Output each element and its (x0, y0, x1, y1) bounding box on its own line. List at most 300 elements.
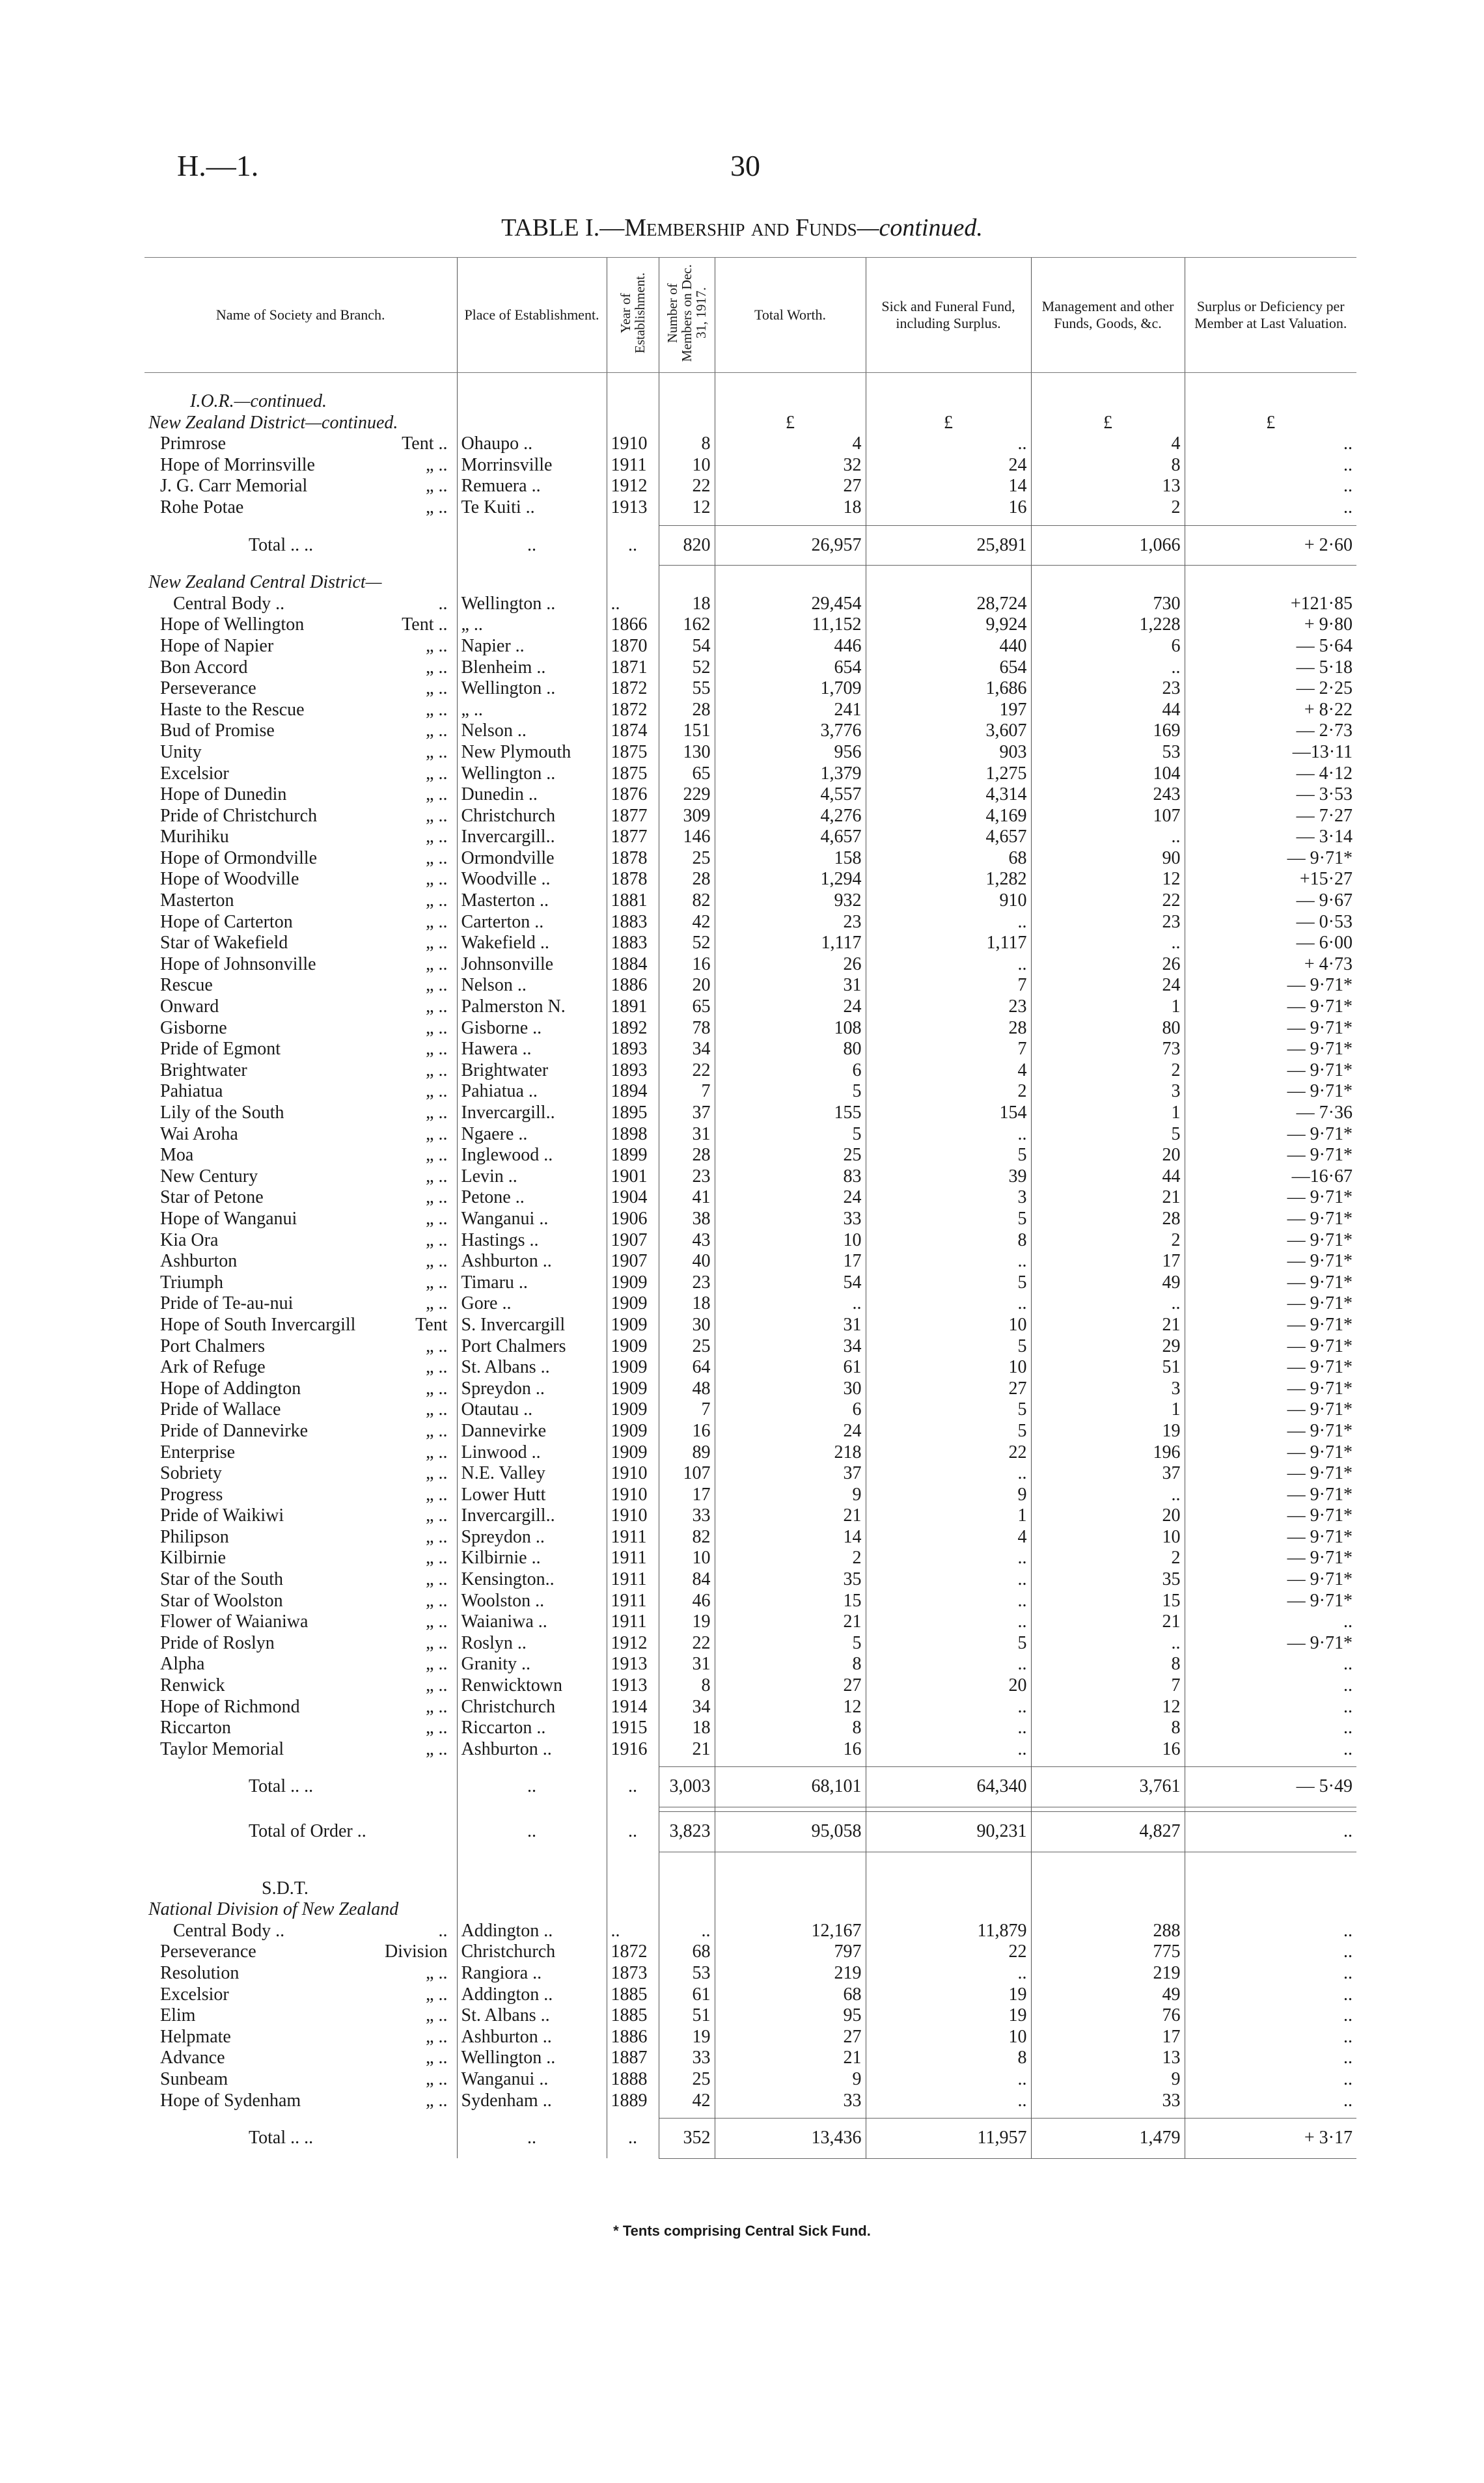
sick-fund-cell: 28,724 (866, 594, 1031, 615)
sick-fund-cell: 23 (866, 996, 1031, 1018)
total-year: .. (607, 1812, 659, 1852)
place-cell: Gore .. (457, 1293, 607, 1315)
surplus-cell: — 9·71* (1185, 996, 1356, 1018)
branch-name-cell (144, 1039, 457, 1060)
surplus-cell: — 2·25 (1185, 678, 1356, 700)
table-row (144, 1124, 1356, 1145)
surplus-cell: — 9·67 (1185, 890, 1356, 912)
worth-cell: 11,152 (715, 614, 866, 636)
members-cell: 18 (659, 1293, 715, 1315)
members-cell: 68 (659, 1941, 715, 1963)
place-cell: Kensington.. (457, 1569, 607, 1591)
worth-cell: 30 (715, 1379, 866, 1400)
branch-name: Perseverance (160, 1941, 256, 1962)
year-cell: 1911 (607, 455, 659, 476)
currency-worth: £ (715, 413, 866, 434)
worth-cell: 10 (715, 1230, 866, 1252)
branch-name: Central Body .. (173, 1920, 285, 1941)
year-cell: 1911 (607, 1569, 659, 1591)
branch-name-cell (144, 1315, 457, 1336)
sick-fund-cell: 7 (866, 1039, 1031, 1060)
branch-name-cell (144, 1081, 457, 1103)
worth-cell: 3,776 (715, 720, 866, 742)
total-mgmt: 1,479 (1031, 2119, 1185, 2159)
sick-fund-cell: 5 (866, 1272, 1031, 1294)
footnote: * Tents comprising Central Sick Fund. (613, 2223, 871, 2239)
branch-name: J. G. Carr Memorial (160, 476, 308, 497)
branch-name-cell (144, 1941, 457, 1963)
branch-name-cell (144, 1124, 457, 1145)
total-place: .. (457, 2119, 607, 2159)
mgmt-fund-cell: 8 (1031, 1718, 1185, 1739)
branch-name-cell (144, 1293, 457, 1315)
members-cell: 25 (659, 848, 715, 870)
place-cell: Napier .. (457, 636, 607, 657)
sick-fund-cell: 4,314 (866, 784, 1031, 806)
members-cell: 309 (659, 806, 715, 827)
mgmt-fund-cell: .. (1031, 1633, 1185, 1654)
mgmt-fund-cell: 37 (1031, 1463, 1185, 1485)
branch-name-cell (144, 1963, 457, 1984)
branch-name-cell (144, 1463, 457, 1485)
branch-name-cell (144, 1399, 457, 1421)
worth-cell: 797 (715, 1941, 866, 1963)
branch-type: „ .. (426, 2026, 448, 2047)
surplus-cell: +121·85 (1185, 594, 1356, 615)
members-cell: 42 (659, 2091, 715, 2112)
mgmt-fund-cell: 28 (1031, 1209, 1185, 1230)
mgmt-fund-cell: 21 (1031, 1612, 1185, 1633)
mgmt-fund-cell: 29 (1031, 1336, 1185, 1358)
branch-name: Triumph (160, 1272, 224, 1293)
branch-type: „ .. (426, 1484, 448, 1505)
branch-type: „ .. (426, 699, 448, 720)
branch-name: Hope of Wanganui (160, 1208, 297, 1229)
surplus-cell: —13·11 (1185, 742, 1356, 763)
members-cell: 130 (659, 742, 715, 763)
surplus-cell: — 9·71* (1185, 1230, 1356, 1252)
surplus-cell: — 9·71* (1185, 1187, 1356, 1209)
year-cell: 1909 (607, 1421, 659, 1442)
branch-name: Excelsior (160, 763, 229, 784)
place-cell: Timaru .. (457, 1272, 607, 1294)
sick-fund-cell: 4,657 (866, 827, 1031, 848)
surplus-cell: — 9·71* (1185, 1251, 1356, 1272)
branch-name: Pride of Dannevirke (160, 1420, 309, 1441)
branch-name-cell (144, 1485, 457, 1506)
place-cell: Waianiwa .. (457, 1612, 607, 1633)
year-cell: 1899 (607, 1145, 659, 1166)
place-cell: Remuera .. (457, 476, 607, 497)
surplus-cell: — 9·71* (1185, 1039, 1356, 1060)
mgmt-fund-cell: 22 (1031, 890, 1185, 912)
mgmt-fund-cell: 20 (1031, 1505, 1185, 1527)
sick-fund-cell: 8 (866, 2048, 1031, 2069)
branch-name: Ark of Refuge (160, 1357, 266, 1378)
branch-name: Alpha (160, 1654, 205, 1675)
worth-cell: 5 (715, 1124, 866, 1145)
sick-fund-cell: 1,117 (866, 933, 1031, 954)
members-cell: 22 (659, 1060, 715, 1082)
table-row (144, 1612, 1356, 1633)
worth-cell: 18 (715, 497, 866, 519)
sick-fund-cell: .. (866, 433, 1031, 455)
table-row (144, 890, 1356, 912)
worth-cell: 26 (715, 954, 866, 976)
table-row (144, 933, 1356, 954)
members-cell: 22 (659, 1633, 715, 1654)
branch-type: „ .. (426, 1526, 448, 1547)
total-mgmt: 4,827 (1031, 1812, 1185, 1852)
table-row (144, 1293, 1356, 1315)
worth-cell: 21 (715, 1612, 866, 1633)
year-cell: 1913 (607, 1654, 659, 1675)
table-row (144, 1633, 1356, 1654)
branch-type: „ .. (426, 1251, 448, 1272)
worth-cell: 61 (715, 1357, 866, 1379)
branch-type: „ .. (426, 1696, 448, 1717)
place-cell: Levin .. (457, 1166, 607, 1188)
table-row (144, 1718, 1356, 1739)
branch-type: Tent .. (402, 433, 448, 454)
surplus-cell: — 9·71* (1185, 1209, 1356, 1230)
place-cell: Palmerston N. (457, 996, 607, 1018)
place-cell: Nelson .. (457, 720, 607, 742)
branch-type: .. (438, 593, 448, 614)
spacer-row (144, 1807, 1356, 1812)
year-cell: 1901 (607, 1166, 659, 1188)
year-cell: 1915 (607, 1718, 659, 1739)
branch-type: „ .. (426, 635, 448, 656)
members-cell: 28 (659, 1145, 715, 1166)
surplus-cell: — 9·71* (1185, 1145, 1356, 1166)
mgmt-fund-cell: 4 (1031, 433, 1185, 455)
branch-type: „ .. (426, 953, 448, 974)
mgmt-fund-cell: 21 (1031, 1315, 1185, 1336)
place-cell: Dannevirke (457, 1421, 607, 1442)
branch-name-cell (144, 1230, 457, 1252)
branch-name: Progress (160, 1484, 223, 1505)
worth-cell: 12 (715, 1697, 866, 1718)
worth-cell: 1,117 (715, 933, 866, 954)
sick-fund-cell: .. (866, 1293, 1031, 1315)
worth-cell: 68 (715, 1984, 866, 2006)
branch-name-cell (144, 1654, 457, 1675)
table-row (144, 1485, 1356, 1506)
branch-type: „ .. (426, 1505, 448, 1526)
sick-fund-cell: 7 (866, 975, 1031, 996)
members-cell: 23 (659, 1166, 715, 1188)
worth-cell: 23 (715, 912, 866, 933)
worth-cell: 17 (715, 1251, 866, 1272)
members-cell: 33 (659, 2048, 715, 2069)
branch-name: Primrose (160, 433, 227, 454)
surplus-cell: — 9·71* (1185, 1315, 1356, 1336)
branch-name: Pahiatua (160, 1081, 223, 1102)
year-cell: 1875 (607, 763, 659, 785)
branch-type: „ .. (426, 869, 448, 890)
place-cell: St. Albans .. (457, 1357, 607, 1379)
branch-name: Sunbeam (160, 2068, 228, 2089)
table-row (144, 1336, 1356, 1358)
place-cell: N.E. Valley (457, 1463, 607, 1485)
place-cell: Wellington .. (457, 594, 607, 615)
spacer-row (144, 1852, 1356, 1878)
table-row (144, 1548, 1356, 1569)
year-cell: 1866 (607, 614, 659, 636)
surplus-cell: — 3·14 (1185, 827, 1356, 848)
table-row (144, 1739, 1356, 1761)
year-cell: 1893 (607, 1039, 659, 1060)
place-cell: Woodville .. (457, 869, 607, 890)
branch-name: Pride of Christchurch (160, 805, 318, 826)
year-cell: 1916 (607, 1739, 659, 1761)
sick-fund-cell: .. (866, 1654, 1031, 1675)
members-cell: 16 (659, 954, 715, 976)
worth-cell: 956 (715, 742, 866, 763)
worth-cell: 5 (715, 1633, 866, 1654)
worth-cell: 31 (715, 975, 866, 996)
branch-name-cell (144, 1697, 457, 1718)
sick-fund-cell: 4 (866, 1527, 1031, 1548)
mgmt-fund-cell: 219 (1031, 1963, 1185, 1984)
members-cell: 151 (659, 720, 715, 742)
mgmt-fund-cell: 44 (1031, 700, 1185, 721)
worth-cell: 35 (715, 1569, 866, 1591)
branch-name: Hope of Sydenham (160, 2090, 301, 2111)
table-row (144, 848, 1356, 870)
worth-cell: 27 (715, 1675, 866, 1697)
worth-cell: 654 (715, 657, 866, 679)
place-cell: Otautau .. (457, 1399, 607, 1421)
year-cell: 1910 (607, 1463, 659, 1485)
branch-type: „ .. (426, 1962, 448, 1983)
surplus-cell: .. (1185, 455, 1356, 476)
branch-type: „ .. (426, 1984, 448, 2005)
worth-cell: .. (715, 1293, 866, 1315)
worth-cell: 9 (715, 1485, 866, 1506)
branch-type: „ .. (426, 1612, 448, 1632)
branch-name: Hope of Addington (160, 1378, 301, 1399)
members-cell: 38 (659, 1209, 715, 1230)
sick-fund-cell: .. (866, 1612, 1031, 1633)
table-row (144, 1315, 1356, 1336)
sick-fund-cell: .. (866, 1591, 1031, 1612)
branch-name-cell (144, 1569, 457, 1591)
section-heading-sdt-label: S.D.T. (262, 1878, 309, 1899)
sick-fund-cell: 5 (866, 1336, 1031, 1358)
year-cell: 1912 (607, 1633, 659, 1654)
year-cell: 1874 (607, 720, 659, 742)
branch-name: Port Chalmers (160, 1336, 265, 1356)
worth-cell: 219 (715, 1963, 866, 1984)
members-cell: 18 (659, 594, 715, 615)
place-cell: Wellington .. (457, 763, 607, 785)
year-cell: 1909 (607, 1357, 659, 1379)
surplus-cell: .. (1185, 1921, 1356, 1942)
year-cell: 1877 (607, 806, 659, 827)
mgmt-fund-cell: .. (1031, 657, 1185, 679)
place-cell: Invercargill.. (457, 1505, 607, 1527)
mgmt-fund-cell: .. (1031, 1293, 1185, 1315)
sick-fund-cell: 5 (866, 1145, 1031, 1166)
members-cell: 52 (659, 657, 715, 679)
place-cell: St. Albans .. (457, 2005, 607, 2027)
place-cell: Wanganui .. (457, 1209, 607, 1230)
membership-funds-table (144, 257, 1356, 2159)
mgmt-fund-cell: .. (1031, 1485, 1185, 1506)
table-row (144, 912, 1356, 933)
members-cell: 51 (659, 2005, 715, 2027)
branch-type: „ .. (426, 805, 448, 826)
table-row (144, 1357, 1356, 1379)
sick-fund-cell: 154 (866, 1103, 1031, 1124)
place-cell: Ohaupo .. (457, 433, 607, 455)
total-label: Total .. .. (249, 534, 314, 555)
branch-name: Helpmate (160, 2026, 231, 2047)
mgmt-fund-cell: 1 (1031, 996, 1185, 1018)
spacer-row (144, 519, 1356, 526)
worth-cell: 8 (715, 1654, 866, 1675)
worth-cell: 4,276 (715, 806, 866, 827)
surplus-cell: — 6·00 (1185, 933, 1356, 954)
table-row (144, 720, 1356, 742)
sick-fund-cell: .. (866, 1548, 1031, 1569)
mgmt-fund-cell: 16 (1031, 1739, 1185, 1761)
year-cell: 1913 (607, 497, 659, 519)
branch-name-cell (144, 678, 457, 700)
branch-type: Tent .. (402, 614, 448, 635)
place-cell: Lower Hutt (457, 1485, 607, 1506)
mgmt-fund-cell: 76 (1031, 2005, 1185, 2027)
place-cell: Christchurch (457, 1697, 607, 1718)
col-header-place: Place of Establishment. (457, 258, 607, 373)
total-year: .. (607, 525, 659, 566)
table-row (144, 996, 1356, 1018)
mgmt-fund-cell: .. (1031, 827, 1185, 848)
surplus-cell: .. (1185, 1697, 1356, 1718)
place-cell: Blenheim .. (457, 657, 607, 679)
section-heading-nz-district: New Zealand District—continued. £ £ £ £ (144, 413, 1356, 434)
mgmt-fund-cell: 23 (1031, 912, 1185, 933)
branch-type: „ .. (426, 763, 448, 784)
surplus-cell: .. (1185, 2005, 1356, 2027)
worth-cell: 32 (715, 455, 866, 476)
table-row (144, 869, 1356, 890)
worth-cell: 1,294 (715, 869, 866, 890)
sick-fund-cell: .. (866, 1124, 1031, 1145)
branch-name: Hope of Carterton (160, 911, 293, 932)
year-cell: 1886 (607, 2027, 659, 2048)
mgmt-fund-cell: 8 (1031, 455, 1185, 476)
surplus-cell: — 9·71* (1185, 1060, 1356, 1082)
branch-type: „ .. (426, 1632, 448, 1653)
place-cell: Johnsonville (457, 954, 607, 976)
table-row (144, 433, 1356, 455)
surplus-cell: — 9·71* (1185, 1081, 1356, 1103)
place-cell: Christchurch (457, 806, 607, 827)
mgmt-fund-cell: 288 (1031, 1921, 1185, 1942)
branch-name-cell (144, 1251, 457, 1272)
mgmt-fund-cell: .. (1031, 933, 1185, 954)
total-row-order (144, 1812, 1356, 1852)
members-cell: 89 (659, 1442, 715, 1464)
members-cell: 33 (659, 1505, 715, 1527)
branch-name-cell (144, 1718, 457, 1739)
branch-name: Taylor Memorial (160, 1738, 284, 1759)
members-cell: 16 (659, 1421, 715, 1442)
place-cell: Hawera .. (457, 1039, 607, 1060)
branch-name-cell (144, 890, 457, 912)
worth-cell: 4,657 (715, 827, 866, 848)
surplus-cell: — 7·27 (1185, 806, 1356, 827)
table-row (144, 1039, 1356, 1060)
place-cell: Ashburton .. (457, 1739, 607, 1761)
members-cell: 65 (659, 763, 715, 785)
branch-name-cell (144, 954, 457, 976)
sick-fund-cell: 1,282 (866, 869, 1031, 890)
year-cell: 1909 (607, 1272, 659, 1294)
branch-name-cell (144, 455, 457, 476)
sick-fund-cell: 24 (866, 455, 1031, 476)
surplus-cell: .. (1185, 2048, 1356, 2069)
mgmt-fund-cell: 44 (1031, 1166, 1185, 1188)
table-row (144, 954, 1356, 976)
sick-fund-cell: 8 (866, 1230, 1031, 1252)
col-header-name: Name of Society and Branch. (144, 258, 457, 373)
branch-name: Advance (160, 2048, 225, 2068)
table-row (144, 476, 1356, 497)
mgmt-fund-cell: 17 (1031, 1251, 1185, 1272)
place-cell: Rangiora .. (457, 1963, 607, 1984)
col-header-members: Number of Members on Dec. 31, 1917. (659, 258, 715, 373)
branch-name-cell (144, 1357, 457, 1379)
place-cell: Spreydon .. (457, 1379, 607, 1400)
surplus-cell: — 9·71* (1185, 1633, 1356, 1654)
year-cell: 1875 (607, 742, 659, 763)
worth-cell: 9 (715, 2069, 866, 2091)
place-cell: Hastings .. (457, 1230, 607, 1252)
col-header-worth: Total Worth. (715, 258, 866, 373)
members-cell: 53 (659, 1963, 715, 1984)
total-members: 3,003 (659, 1767, 715, 1807)
members-cell: 41 (659, 1187, 715, 1209)
branch-name-cell (144, 1336, 457, 1358)
mgmt-fund-cell: 3 (1031, 1379, 1185, 1400)
surplus-cell: — 9·71* (1185, 1569, 1356, 1591)
table-row (144, 1697, 1356, 1718)
branch-name: Bud of Promise (160, 720, 275, 741)
branch-type: „ .. (426, 1060, 448, 1080)
branch-name-cell (144, 700, 457, 721)
branch-name-cell (144, 975, 457, 996)
year-cell: 1909 (607, 1293, 659, 1315)
section-heading-central-district-label: New Zealand Central District— (148, 572, 382, 593)
sick-fund-cell: 910 (866, 890, 1031, 912)
mgmt-fund-cell: 107 (1031, 806, 1185, 827)
mgmt-fund-cell: 80 (1031, 1018, 1185, 1039)
year-cell: 1909 (607, 1399, 659, 1421)
surplus-cell: .. (1185, 1654, 1356, 1675)
surplus-cell: .. (1185, 433, 1356, 455)
table-row (144, 1591, 1356, 1612)
sick-fund-cell: 5 (866, 1399, 1031, 1421)
year-cell: 1893 (607, 1060, 659, 1082)
mgmt-fund-cell: 53 (1031, 742, 1185, 763)
branch-type: „ .. (426, 1208, 448, 1229)
total-label: Total .. .. (249, 2128, 314, 2148)
branch-type: „ .. (426, 1081, 448, 1102)
